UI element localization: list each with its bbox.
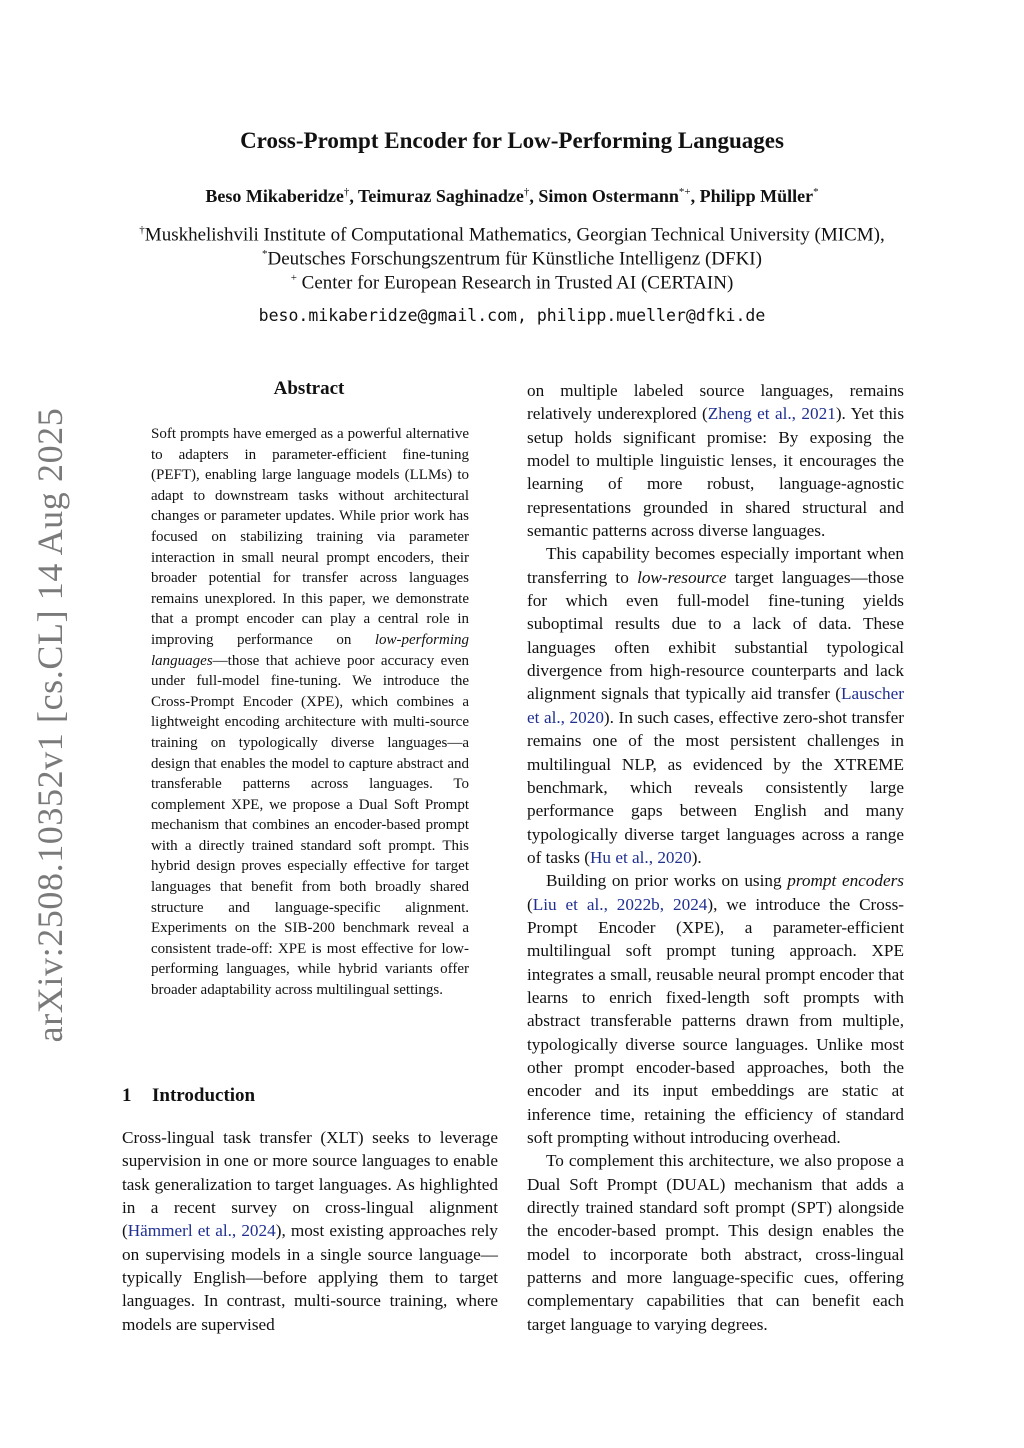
paragraph: on multiple labeled source languages, remains relatively underexplored (Zheng et al., 2021). Yet this setup holds significant promise: By exposing the model to multiple linguistic lenses, it encourages the learning of more robust, language-agnostic representations grounded in shared structural and semantic patterns across diverse languages.: [527, 381, 905, 541]
section-title: Introduction: [152, 1085, 256, 1106]
author-name: Philipp Müller: [699, 186, 814, 206]
paragraph: This capability becomes especially important when transferring to low-resource target languages—those for which even full-model fine-tuning yields suboptimal results due to a lack of data. These languages often exhibit substantial typological divergence from high-resource counterparts and lack alignment signals that typically aid transfer (Lauscher et al., 2020). In such cases, effective zero-shot transfer remains one of the most persistent challenges in multilingual NLP, as evidenced by the XTREME benchmark, which reveals consistently large performance gaps between English and many typologically diverse target languages across a range of tasks (Hu et al., 2020).: [527, 544, 904, 867]
paragraph: Cross-lingual task transfer (XLT) seeks to leverage supervision in one or more source languages to enable task generalization to target languages. As highlighted in a recent survey on cross-lingual alignment (Hämmerl et al., 2024), most existing approaches rely on supervising models in a single source language—typically English—before applying them to target languages. In contrast, multi-source training, where models are supervised: [122, 1128, 498, 1334]
author-emails: beso.mikaberidze@gmail.com, philipp.mueller@dfki.de: [258, 306, 766, 325]
affiliation-dfki: *Deutsches Forschungszentrum für Künstliche Intelligenz (DFKI): [262, 248, 762, 270]
arxiv-identifier-text: arXiv:2508.10352v1 [cs.CL] 14 Aug 2025: [30, 407, 70, 1043]
citation-link[interactable]: Zheng et al., 2021: [707, 404, 836, 424]
citation-link[interactable]: Hämmerl et al., 2024: [127, 1221, 276, 1241]
author-name: Teimuraz Saghinadze: [358, 186, 524, 206]
abstract-heading: Abstract: [273, 378, 345, 399]
paragraph: Building on prior works on using prompt encoders (Liu et al., 2022b, 2024), we introduce the Cross-Prompt Encoder (XPE), a parameter-efficient multilingual soft prompt tuning approach. XPE integrates a small, reusable neural prompt encoder that learns to enrich fixed-length soft prompts with abstract transferable patterns drawn from multiple, typologically diverse source languages. Unlike most other prompt encoder-based approaches, both the encoder and its input embeddings are static at inference time, retaining the efficiency of standard soft prompting without introducing overhead.: [527, 871, 904, 1147]
affiliation-micm: †Muskhelishvili Institute of Computational Mathematics, Georgian Technical University (MICM),: [139, 224, 885, 246]
section-heading-introduction: [122, 1085, 255, 1107]
author-affiliation-mark: *: [813, 186, 819, 198]
affiliation-certain: + Center for European Research in Trusted AI (CERTAIN): [290, 272, 734, 294]
author-affiliation-mark: †: [343, 186, 350, 198]
affiliation-mark: †: [139, 224, 145, 236]
citation-link[interactable]: Lauscher et al., 2020: [527, 684, 904, 727]
author-name: Beso Mikaberidze: [205, 186, 344, 206]
arxiv-identifier-stamp: [20, 407, 80, 1043]
paper-title: Cross-Prompt Encoder for Low-Performing Languages: [240, 128, 784, 153]
citation-link[interactable]: Liu et al., 2022b, 2024: [532, 894, 708, 914]
introduction-left-column: [122, 1126, 498, 1336]
author-affiliation-mark: †: [523, 186, 530, 198]
author-affiliation-mark: *+: [678, 186, 691, 198]
paragraph: To complement this architecture, we also propose a Dual Soft Prompt (DUAL) mechanism that adds a directly trained standard soft prompt (SPT) alongside the encoder-based prompt. This design enables the model to incorporate both abstract, cross-lingual patterns and more language-specific cues, offering complementary capabilities that can benefit each target language to varying degrees.: [527, 1151, 904, 1334]
author-name: Simon Ostermann: [538, 186, 679, 206]
author-list: Beso Mikaberidze†, Teimuraz Saghinadze†, Simon Ostermann*+, Philipp Müller*: [205, 186, 819, 206]
introduction-right-column: [527, 379, 904, 1336]
section-number: 1: [122, 1085, 132, 1106]
affiliation-mark: *: [262, 248, 268, 260]
affiliation-mark: +: [290, 272, 297, 284]
citation-link[interactable]: Hu et al., 2020: [590, 847, 692, 867]
abstract-body: Soft prompts have emerged as a powerful alternative to adapters in parameter-efficient fine-tuning (PEFT), enabling large language models (LLMs) to adapt to downstream tasks without architectural changes or parameter updates. While prior work has focused on stabilizing training via parameter interaction in small neural prompt encoders, their broader potential for transfer across languages remains unexplored. In this paper, we demonstrate that a prompt encoder can play a central role in improving performance on low-performing languages—those that achieve poor accuracy even under full-model fine-tuning. We introduce the Cross-Prompt Encoder (XPE), which combines a lightweight encoding architecture with multi-source training on typologically diverse languages—a design that enables the model to capture abstract and transferable patterns across languages. To complement XPE, we propose a Dual Soft Prompt mechanism that combines an encoder-based prompt with a directly trained standard soft prompt. This hybrid design proves especially effective for target languages that benefit from both broadly shared structure and language-specific alignment. Experiments on the SIB-200 benchmark reveal a consistent trade-off: XPE is most effective for low-performing languages, while hybrid variants offer broader adaptability across multilingual settings.: [151, 426, 469, 999]
